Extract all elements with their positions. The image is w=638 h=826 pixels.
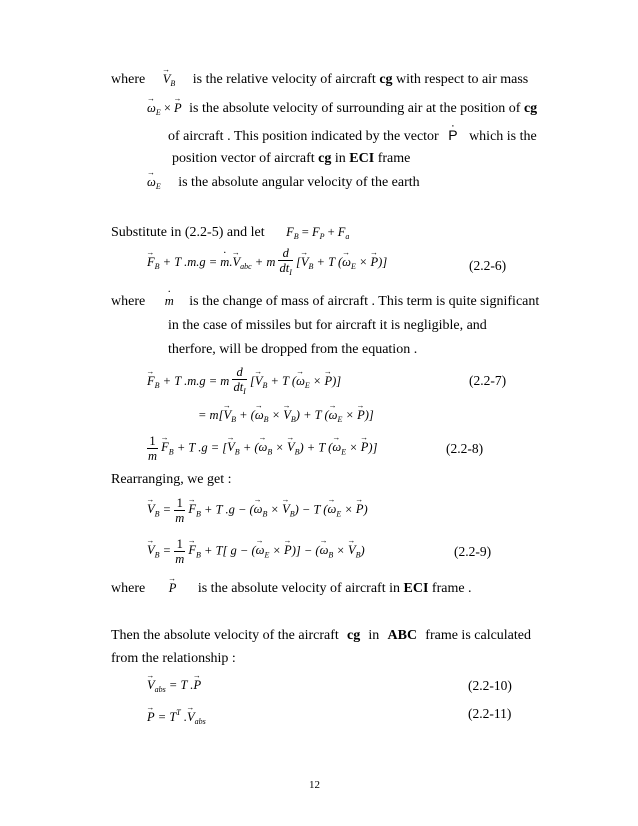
- def-we-line: [147, 175, 420, 194]
- pdot-frame: frame .: [431, 581, 472, 596]
- vb-cg: cg: [379, 72, 393, 87]
- equation-2-2-10: → $V_{abs} = T$ .→ P: [147, 678, 201, 697]
- equation-2-2-6: → $F_B + T$ .m.g = · $m.\to V_{abc} + m$ $\frac{d}{dt_I}$ [→ $V_B + T$ (→ $\omega_E$ × → P)]: [147, 246, 387, 280]
- pdot-description: is the absolute velocity of aircraft in: [197, 581, 400, 596]
- equation-number-2-2-8: (2.2-8): [446, 441, 484, 456]
- equation-number-2-2-7: (2.2-7): [469, 373, 507, 388]
- vb-description: is the relative velocity of aircraft: [192, 72, 376, 87]
- p-vec-symbol: → P: [169, 581, 177, 595]
- equation-2-2-11: → $P = T^T$ .→ $V_{abs}$: [147, 706, 206, 729]
- equation-2-2-7-continued: = $m[\to V_B$ + (→ $\omega_B$ × → $V_B) + T$ (→ $\omega_E$ × → P)]: [198, 408, 374, 427]
- vb-description-end: with respect to air mass: [396, 72, 529, 87]
- wxp-line3-cg: cg: [318, 151, 332, 166]
- pdot-where: where: [111, 581, 146, 596]
- pdot-eci: ECI: [403, 581, 429, 596]
- mdot-description: is the change of mass of aircraft . This term is quite significant: [189, 294, 540, 309]
- mdot-line3: therfore, will be dropped from the equation .: [168, 342, 418, 357]
- vb-symbol: → $V_B$: [163, 72, 176, 86]
- equation-2-2-7: → $F_B + T$ .m.g = m $\frac{d}{dt_I}$ [→ $V_B + T$ (→ $\omega_E$ × → P)]: [147, 365, 341, 399]
- then-cg: cg: [347, 628, 361, 643]
- then-in: in: [368, 628, 380, 643]
- mdot-line1: [111, 294, 539, 310]
- equation-2-2-9: → $V_B$ = $\frac{1}{m}$ → $F_B + T$[ g − (→ $\omega_E$ × → P)] − (→ $\omega_B$ × → $V_B$): [147, 537, 365, 566]
- def-wxp-line3: [172, 151, 410, 167]
- m-dot-symbol: · m: [165, 294, 174, 308]
- rearranging-text: Rearranging, we get :: [111, 472, 232, 487]
- then-abc: ABC: [387, 628, 418, 643]
- wxp-line3-text: position vector of aircraft: [172, 151, 315, 166]
- then-text-c: frame is calculated: [425, 628, 531, 643]
- then-line1: [111, 628, 531, 644]
- equation-v-b-dot-intermediate: → $V_B$ = $\frac{1}{m}$ → $F_B + T$ .g − (→ $\omega_B$ × → $V_B) - T$ (→ $\omega_E$ × → P): [147, 496, 368, 525]
- equation-number-2-2-11: (2.2-11): [468, 706, 512, 721]
- mdot-where: where: [111, 294, 146, 309]
- omega-e-cross-p-symbol: → $\omega_E$ × → P: [147, 101, 182, 115]
- mdot-line2: in the case of missiles but for aircraft it is negligible, and: [168, 318, 487, 333]
- def-vb-line: [111, 72, 528, 91]
- substitute-text: Substitute in (2.2-5) and let: [111, 225, 265, 240]
- then-line2: from the relationship :: [111, 651, 236, 666]
- where-label: where: [111, 72, 146, 87]
- fb-definition: $F_B = F_P + F_a$: [286, 225, 350, 241]
- equation-number-2-2-6: (2.2-6): [469, 258, 507, 273]
- p-dot-symbol: · P: [448, 127, 457, 143]
- wxp-line3-frame: frame: [377, 151, 411, 166]
- wxp-line3-eci: ECI: [349, 151, 375, 166]
- wxp-line2-text: of aircraft . This position indicated by the vector: [168, 129, 439, 144]
- wxp-description: is the absolute velocity of surrounding air at the position of: [189, 101, 521, 116]
- page-number: 12: [309, 779, 320, 791]
- def-wxp-line1: [147, 101, 537, 120]
- pdot-line: [111, 581, 472, 597]
- wxp-line3-in: in: [334, 151, 346, 166]
- equation-2-2-8: $\frac{1}{m}$ → $F_B + T$ .g = [→ $V_B$ + (→ $\omega_B$ × → $V_B) + T$ (→ $\omega_E$ × → P)]: [147, 434, 377, 463]
- wxp-line2-end: which is the: [469, 129, 537, 144]
- substitute-line: [111, 225, 349, 244]
- we-description: is the absolute angular velocity of the earth: [178, 175, 420, 190]
- equation-number-2-2-9: (2.2-9): [454, 544, 492, 559]
- omega-e-symbol: → $\omega_E$: [147, 175, 161, 189]
- then-text-a: Then the absolute velocity of the aircraft: [111, 628, 339, 643]
- equation-number-2-2-10: (2.2-10): [468, 678, 512, 693]
- wxp-cg: cg: [523, 101, 538, 116]
- def-wxp-line2: [168, 127, 537, 145]
